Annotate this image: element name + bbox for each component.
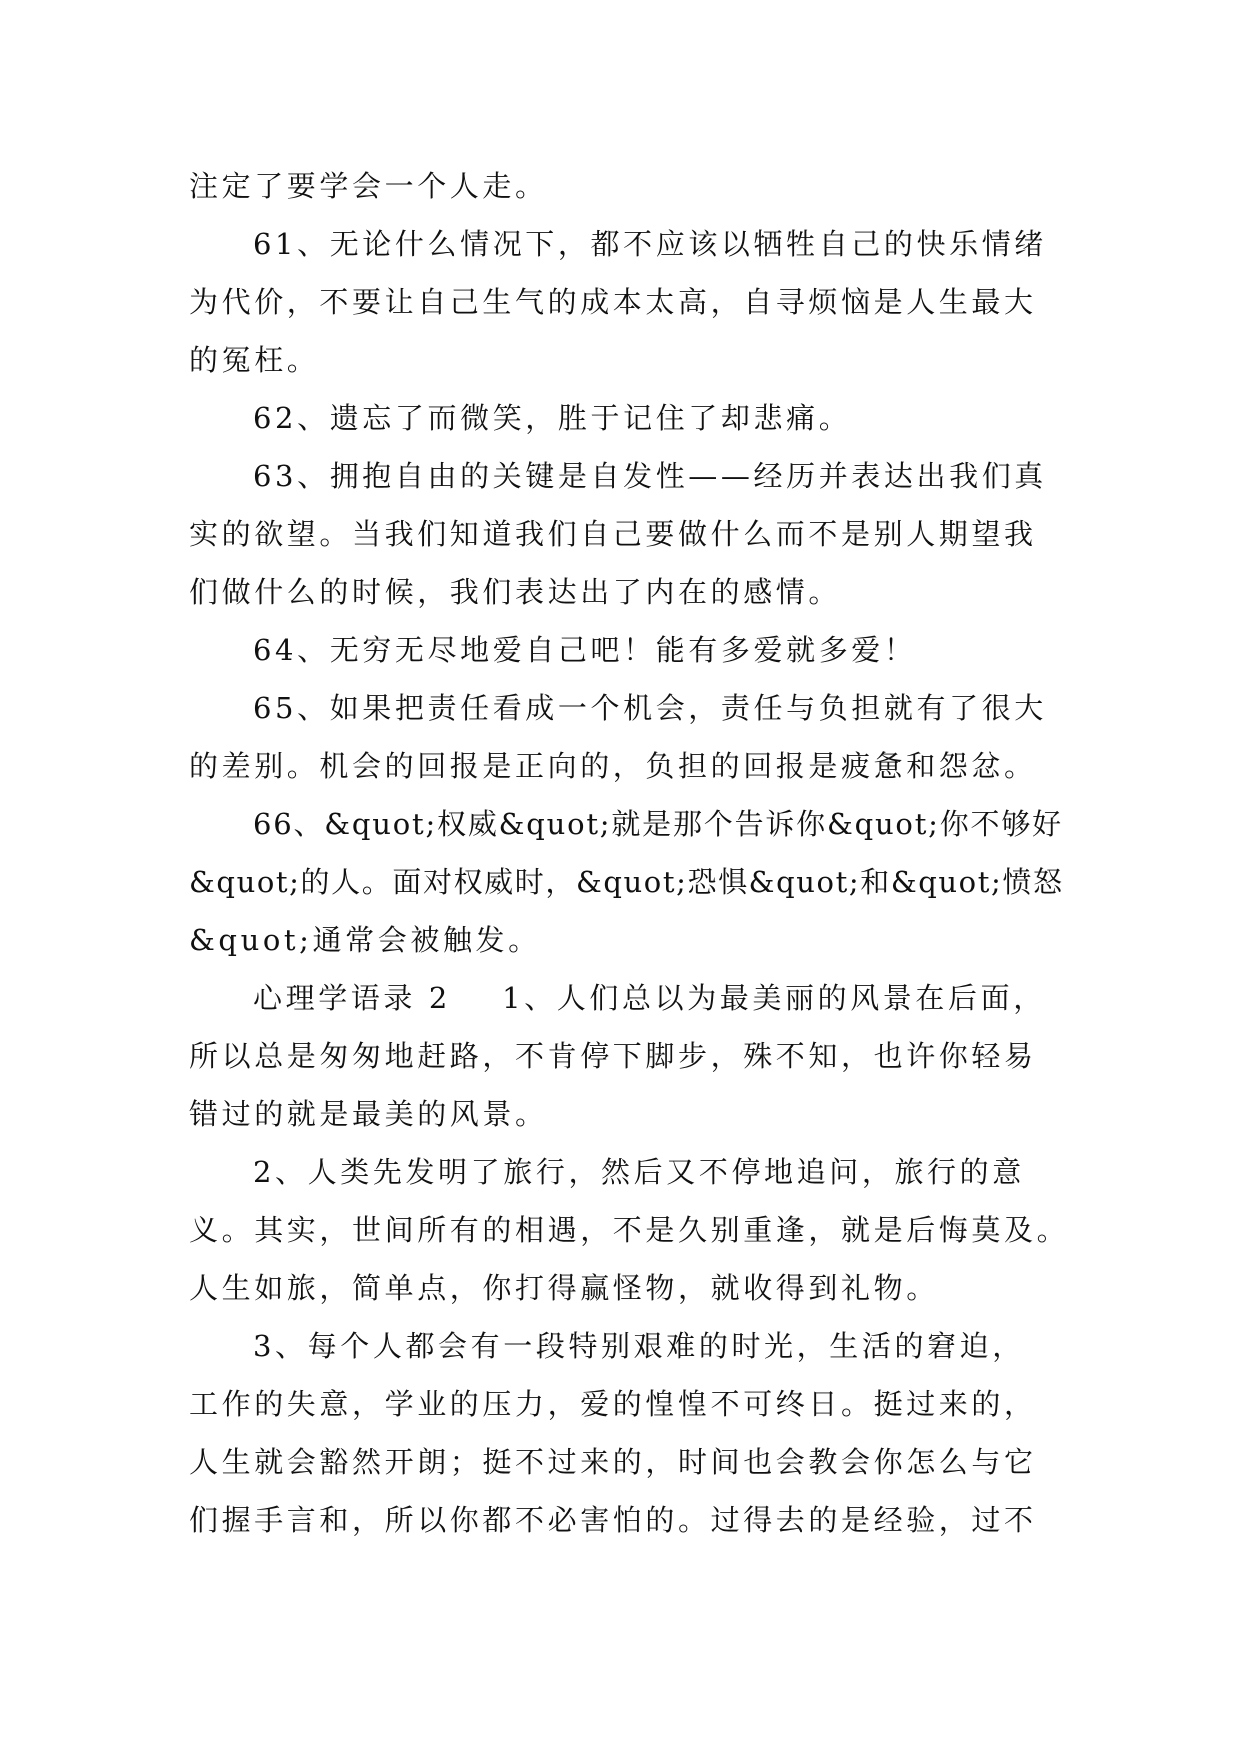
text-line: 的差别。机会的回报是正向的，负担的回报是疲惫和怨忿。 [189, 749, 1037, 783]
document-body [189, 157, 1069, 1549]
text-line: 64、无穷无尽地爱自己吧！能有多爱就多爱！ [253, 633, 917, 667]
text-line: 工作的失意，学业的压力，爱的惶惶不可终日。挺过来的， [189, 1387, 1037, 1421]
text-line: 实的欲望。当我们知道我们自己要做什么而不是别人期望我 [189, 517, 1037, 551]
text-line: 2、人类先发明了旅行，然后又不停地追问，旅行的意 [253, 1155, 1025, 1189]
text-line: 们做什么的时候，我们表达出了内在的感情。 [189, 575, 842, 609]
text-line: &quot;通常会被触发。 [189, 923, 541, 957]
text-line: 61、无论什么情况下，都不应该以牺牲自己的快乐情绪 [253, 227, 1047, 261]
text-line: 为代价，不要让自己生气的成本太高，自寻烦恼是人生最大 [189, 285, 1037, 319]
text-line: 义。其实，世间所有的相遇，不是久别重逢，就是后悔莫及。 [189, 1213, 1070, 1247]
text-line: 的冤枉。 [189, 343, 320, 377]
text-line: 心理学语录 2 1、人们总以为最美丽的风景在后面， [253, 981, 1046, 1015]
text-line: 人生就会豁然开朗；挺不过来的，时间也会教会你怎么与它 [189, 1445, 1037, 1479]
text-line: 人生如旅，简单点，你打得赢怪物，就收得到礼物。 [189, 1271, 939, 1305]
text-line: 注定了要学会一个人走。 [189, 169, 548, 203]
text-line: 3、每个人都会有一段特别艰难的时光，生活的窘迫， [253, 1329, 1025, 1363]
text-line: 66、&quot;权威&quot;就是那个告诉你&quot;你不够好 [253, 807, 1063, 841]
text-line: 错过的就是最美的风景。 [189, 1097, 548, 1131]
text-line: 62、遗忘了而微笑，胜于记住了却悲痛。 [253, 401, 852, 435]
text-line: 65、如果把责任看成一个机会，责任与负担就有了很大 [253, 691, 1047, 725]
text-line: 们握手言和，所以你都不必害怕的。过得去的是经验，过不 [189, 1503, 1037, 1537]
text-line: 所以总是匆匆地赶路，不肯停下脚步，殊不知，也许你轻易 [189, 1039, 1037, 1073]
text-line: &quot;的人。面对权威时，&quot;恐惧&quot;和&quot;愤怒 [189, 865, 1064, 899]
text-line: 63、拥抱自由的关键是自发性——经历并表达出我们真 [253, 459, 1047, 493]
